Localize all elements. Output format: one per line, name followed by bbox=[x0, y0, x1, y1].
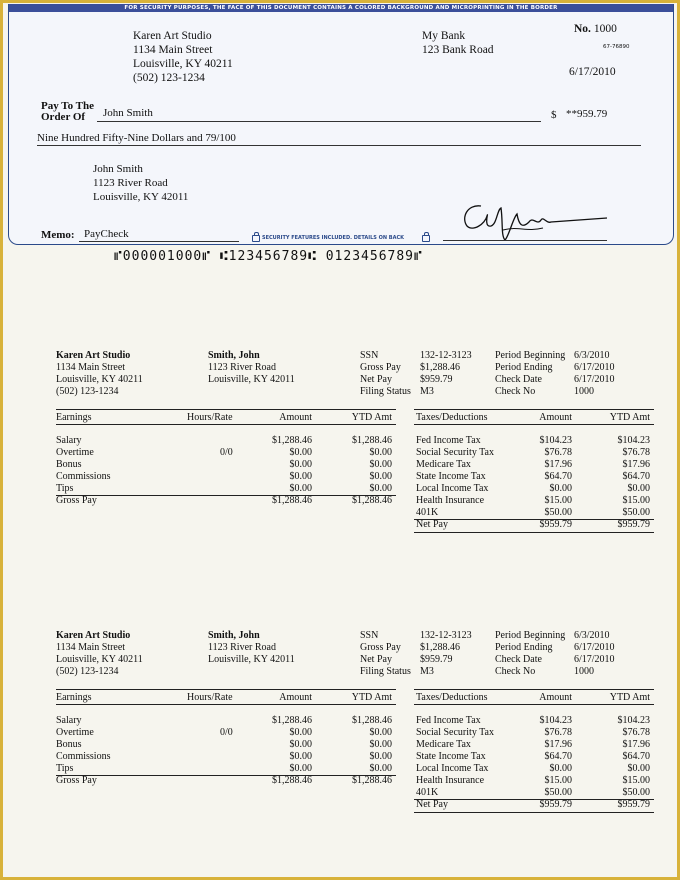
check-date: 6/17/2010 bbox=[569, 66, 616, 78]
tax-label: Medicare Tax bbox=[416, 739, 471, 750]
info-label: Net Pay bbox=[360, 654, 392, 665]
employee-name: Smith, John bbox=[208, 630, 260, 641]
gross-pay-label: Gross Pay bbox=[56, 495, 97, 506]
info-label: Gross Pay bbox=[360, 362, 401, 373]
payer-name: Karen Art Studio bbox=[133, 30, 212, 42]
earnings-amount: $0.00 bbox=[289, 483, 312, 494]
tax-amount: $15.00 bbox=[544, 775, 572, 786]
tax-ytd: $64.70 bbox=[622, 471, 650, 482]
tax-amount: $104.23 bbox=[539, 435, 572, 446]
net-rule-bottom bbox=[414, 532, 654, 533]
earnings-header-rule-top bbox=[56, 409, 396, 410]
tax-amount: $104.23 bbox=[539, 715, 572, 726]
tax-ytd: $17.96 bbox=[622, 739, 650, 750]
period-value: 6/3/2010 bbox=[574, 630, 610, 641]
company-city: Louisville, KY 40211 bbox=[56, 374, 143, 385]
period-label: Period Beginning bbox=[495, 630, 566, 641]
tax-label: Local Income Tax bbox=[416, 483, 489, 494]
tax-ytd: $104.23 bbox=[617, 715, 650, 726]
amount-header: Amount bbox=[279, 412, 312, 423]
tax-amount: $76.78 bbox=[544, 727, 572, 738]
tax-label: 401K bbox=[416, 787, 439, 798]
net-pay-ytd: $959.79 bbox=[617, 519, 650, 530]
period-value: 6/3/2010 bbox=[574, 350, 610, 361]
payee-line bbox=[97, 121, 541, 122]
payee-address-city: Louisville, KY 42011 bbox=[93, 191, 189, 203]
period-value: 1000 bbox=[574, 386, 594, 397]
net-pay-label: Net Pay bbox=[416, 799, 448, 810]
info-label: Gross Pay bbox=[360, 642, 401, 653]
earnings-label: Overtime bbox=[56, 447, 94, 458]
earnings-header: Earnings bbox=[56, 692, 92, 703]
earnings-ytd: $0.00 bbox=[369, 727, 392, 738]
employee-street: 1123 River Road bbox=[208, 362, 276, 373]
tax-label: Fed Income Tax bbox=[416, 435, 481, 446]
employee-city: Louisville, KY 42011 bbox=[208, 374, 295, 385]
hours-rate-header: Hours/Rate bbox=[187, 692, 233, 703]
earnings-label: Commissions bbox=[56, 751, 111, 762]
payer-street: 1134 Main Street bbox=[133, 44, 213, 56]
tax-ytd: $0.00 bbox=[627, 763, 650, 774]
gross-pay-ytd: $1,288.46 bbox=[352, 775, 392, 786]
earnings-amount: $1,288.46 bbox=[272, 435, 312, 446]
tax-amount: $0.00 bbox=[549, 763, 572, 774]
info-label: Filing Status bbox=[360, 666, 411, 677]
check-no-label: No. bbox=[574, 23, 591, 35]
check-no-value: 1000 bbox=[593, 23, 617, 35]
payee-address-street: 1123 River Road bbox=[93, 177, 168, 189]
period-label: Period Beginning bbox=[495, 350, 566, 361]
hours-rate-header: Hours/Rate bbox=[187, 412, 233, 423]
tax-ytd: $15.00 bbox=[622, 495, 650, 506]
net-pay-amount: $959.79 bbox=[539, 799, 572, 810]
earnings-amount: $0.00 bbox=[289, 459, 312, 470]
gross-pay-amount: $1,288.46 bbox=[272, 495, 312, 506]
period-value: 6/17/2010 bbox=[574, 374, 615, 385]
net-pay-ytd: $959.79 bbox=[617, 799, 650, 810]
tax-ytd: $64.70 bbox=[622, 751, 650, 762]
tax-amount-header: Amount bbox=[539, 412, 572, 423]
tax-label: 401K bbox=[416, 507, 439, 518]
tax-amount: $17.96 bbox=[544, 459, 572, 470]
company-phone: (502) 123-1234 bbox=[56, 386, 119, 397]
tax-ytd: $15.00 bbox=[622, 775, 650, 786]
tax-label: State Income Tax bbox=[416, 471, 486, 482]
earnings-label: Salary bbox=[56, 715, 82, 726]
amount-header: Amount bbox=[279, 692, 312, 703]
ytd-header: YTD Amt bbox=[351, 412, 392, 423]
company-street: 1134 Main Street bbox=[56, 362, 126, 373]
check bbox=[8, 4, 674, 245]
taxes-header-rule-top bbox=[414, 409, 654, 410]
tax-ytd: $50.00 bbox=[622, 787, 650, 798]
info-label: Net Pay bbox=[360, 374, 392, 385]
earnings-label: Bonus bbox=[56, 459, 82, 470]
info-label: SSN bbox=[360, 350, 379, 361]
info-value: 132-12-3123 bbox=[420, 350, 472, 361]
signature-line bbox=[443, 240, 607, 241]
micr-line: ⑈000001000⑈ ⑆123456789⑆ 0123456789⑈ bbox=[114, 249, 423, 264]
security-note: SECURITY FEATURES INCLUDED. DETAILS ON BACK bbox=[262, 235, 405, 241]
taxes-header: Taxes/Deductions bbox=[416, 692, 488, 703]
bank-name: My Bank bbox=[422, 30, 466, 42]
earnings-amount: $0.00 bbox=[289, 471, 312, 482]
info-value: M3 bbox=[420, 386, 434, 397]
payer-city: Louisville, KY 40211 bbox=[133, 58, 233, 70]
info-label: SSN bbox=[360, 630, 379, 641]
earnings-header-rule-top bbox=[56, 689, 396, 690]
tax-amount: $15.00 bbox=[544, 495, 572, 506]
tax-label: Social Security Tax bbox=[416, 447, 494, 458]
period-label: Check No bbox=[495, 666, 536, 677]
net-pay-amount: $959.79 bbox=[539, 519, 572, 530]
amount-words-line bbox=[37, 145, 641, 146]
company-name: Karen Art Studio bbox=[56, 350, 131, 361]
tax-label: State Income Tax bbox=[416, 751, 486, 762]
earnings-amount: $0.00 bbox=[289, 763, 312, 774]
tax-amount: $76.78 bbox=[544, 447, 572, 458]
period-label: Check No bbox=[495, 386, 536, 397]
earnings-ytd: $0.00 bbox=[369, 459, 392, 470]
earnings-label: Commissions bbox=[56, 471, 111, 482]
period-label: Period Ending bbox=[495, 362, 553, 373]
tax-amount: $50.00 bbox=[544, 507, 572, 518]
pay-to-label: Pay To The Order Of bbox=[41, 100, 94, 123]
payer-phone: (502) 123-1234 bbox=[133, 72, 205, 84]
earnings-label: Overtime bbox=[56, 727, 94, 738]
lock-icon bbox=[252, 235, 260, 242]
tax-amount-header: Amount bbox=[539, 692, 572, 703]
lock-icon bbox=[422, 235, 430, 242]
earnings-ytd: $0.00 bbox=[369, 739, 392, 750]
info-value: $959.79 bbox=[420, 654, 453, 665]
tax-ytd: $104.23 bbox=[617, 435, 650, 446]
tax-label: Health Insurance bbox=[416, 495, 485, 506]
earnings-amount: $0.00 bbox=[289, 727, 312, 738]
period-value: 6/17/2010 bbox=[574, 642, 615, 653]
info-value: M3 bbox=[420, 666, 434, 677]
company-city: Louisville, KY 40211 bbox=[56, 654, 143, 665]
bank-street: 123 Bank Road bbox=[422, 44, 494, 56]
info-value: 132-12-3123 bbox=[420, 630, 472, 641]
tax-label: Fed Income Tax bbox=[416, 715, 481, 726]
signature bbox=[457, 196, 613, 250]
taxes-header-rule-top bbox=[414, 689, 654, 690]
earnings-ytd: $1,288.46 bbox=[352, 435, 392, 446]
check-amount: **959.79 bbox=[566, 108, 608, 120]
tax-amount: $0.00 bbox=[549, 483, 572, 494]
employee-city: Louisville, KY 42011 bbox=[208, 654, 295, 665]
gross-pay-label: Gross Pay bbox=[56, 775, 97, 786]
earnings-label: Bonus bbox=[56, 739, 82, 750]
tax-label: Local Income Tax bbox=[416, 763, 489, 774]
earnings-ytd: $0.00 bbox=[369, 447, 392, 458]
tax-label: Health Insurance bbox=[416, 775, 485, 786]
taxes-header-rule bbox=[414, 704, 654, 705]
tax-amount: $64.70 bbox=[544, 751, 572, 762]
tax-amount: $64.70 bbox=[544, 471, 572, 482]
memo-value: PayCheck bbox=[84, 228, 129, 240]
earnings-ytd: $0.00 bbox=[369, 751, 392, 762]
tax-ytd: $0.00 bbox=[627, 483, 650, 494]
earnings-header-rule bbox=[56, 424, 396, 425]
pay-stub bbox=[56, 350, 656, 550]
tax-label: Medicare Tax bbox=[416, 459, 471, 470]
net-pay-label: Net Pay bbox=[416, 519, 448, 530]
gross-pay-amount: $1,288.46 bbox=[272, 775, 312, 786]
tax-ytd: $76.78 bbox=[622, 727, 650, 738]
memo-line bbox=[79, 241, 239, 242]
earnings-ytd: $0.00 bbox=[369, 763, 392, 774]
taxes-header: Taxes/Deductions bbox=[416, 412, 488, 423]
period-label: Check Date bbox=[495, 374, 542, 385]
earnings-amount: $1,288.46 bbox=[272, 715, 312, 726]
period-value: 6/17/2010 bbox=[574, 362, 615, 373]
earnings-label: Salary bbox=[56, 435, 82, 446]
tax-label: Social Security Tax bbox=[416, 727, 494, 738]
company-street: 1134 Main Street bbox=[56, 642, 126, 653]
period-label: Period Ending bbox=[495, 642, 553, 653]
company-name: Karen Art Studio bbox=[56, 630, 131, 641]
tax-ytd: $50.00 bbox=[622, 507, 650, 518]
security-banner: FOR SECURITY PURPOSES, THE FACE OF THIS DOCUMENT CONTAINS A COLORED BACKGROUND AND MICROPRINTING IN THE BORDER bbox=[9, 4, 673, 12]
company-phone: (502) 123-1234 bbox=[56, 666, 119, 677]
payee-address-name: John Smith bbox=[93, 163, 143, 175]
taxes-header-rule bbox=[414, 424, 654, 425]
earnings-hours: 0/0 bbox=[220, 447, 233, 458]
earnings-hours: 0/0 bbox=[220, 727, 233, 738]
ytd-header: YTD Amt bbox=[351, 692, 392, 703]
amount-words: Nine Hundred Fifty-Nine Dollars and 79/100 bbox=[37, 132, 236, 144]
tax-ytd: $17.96 bbox=[622, 459, 650, 470]
dollar-sign: $ bbox=[551, 109, 557, 121]
earnings-header: Earnings bbox=[56, 412, 92, 423]
earnings-amount: $0.00 bbox=[289, 739, 312, 750]
info-value: $1,288.46 bbox=[420, 642, 460, 653]
tax-ytd-header: YTD Amt bbox=[609, 692, 650, 703]
info-value: $1,288.46 bbox=[420, 362, 460, 373]
earnings-label: Tips bbox=[56, 763, 74, 774]
earnings-ytd: $0.00 bbox=[369, 483, 392, 494]
period-label: Check Date bbox=[495, 654, 542, 665]
payee-name: John Smith bbox=[103, 107, 153, 119]
info-value: $959.79 bbox=[420, 374, 453, 385]
gross-pay-ytd: $1,288.46 bbox=[352, 495, 392, 506]
earnings-amount: $0.00 bbox=[289, 447, 312, 458]
earnings-header-rule bbox=[56, 704, 396, 705]
earnings-ytd: $0.00 bbox=[369, 471, 392, 482]
period-value: 6/17/2010 bbox=[574, 654, 615, 665]
tax-amount: $17.96 bbox=[544, 739, 572, 750]
memo-label: Memo: bbox=[41, 229, 75, 241]
earnings-amount: $0.00 bbox=[289, 751, 312, 762]
tax-ytd-header: YTD Amt bbox=[609, 412, 650, 423]
earnings-ytd: $1,288.46 bbox=[352, 715, 392, 726]
bank-fraction: 67-76890 bbox=[603, 44, 630, 50]
tax-ytd: $76.78 bbox=[622, 447, 650, 458]
employee-street: 1123 River Road bbox=[208, 642, 276, 653]
tax-amount: $50.00 bbox=[544, 787, 572, 798]
employee-name: Smith, John bbox=[208, 350, 260, 361]
net-rule-bottom bbox=[414, 812, 654, 813]
pay-stub bbox=[56, 630, 656, 830]
info-label: Filing Status bbox=[360, 386, 411, 397]
period-value: 1000 bbox=[574, 666, 594, 677]
earnings-label: Tips bbox=[56, 483, 74, 494]
